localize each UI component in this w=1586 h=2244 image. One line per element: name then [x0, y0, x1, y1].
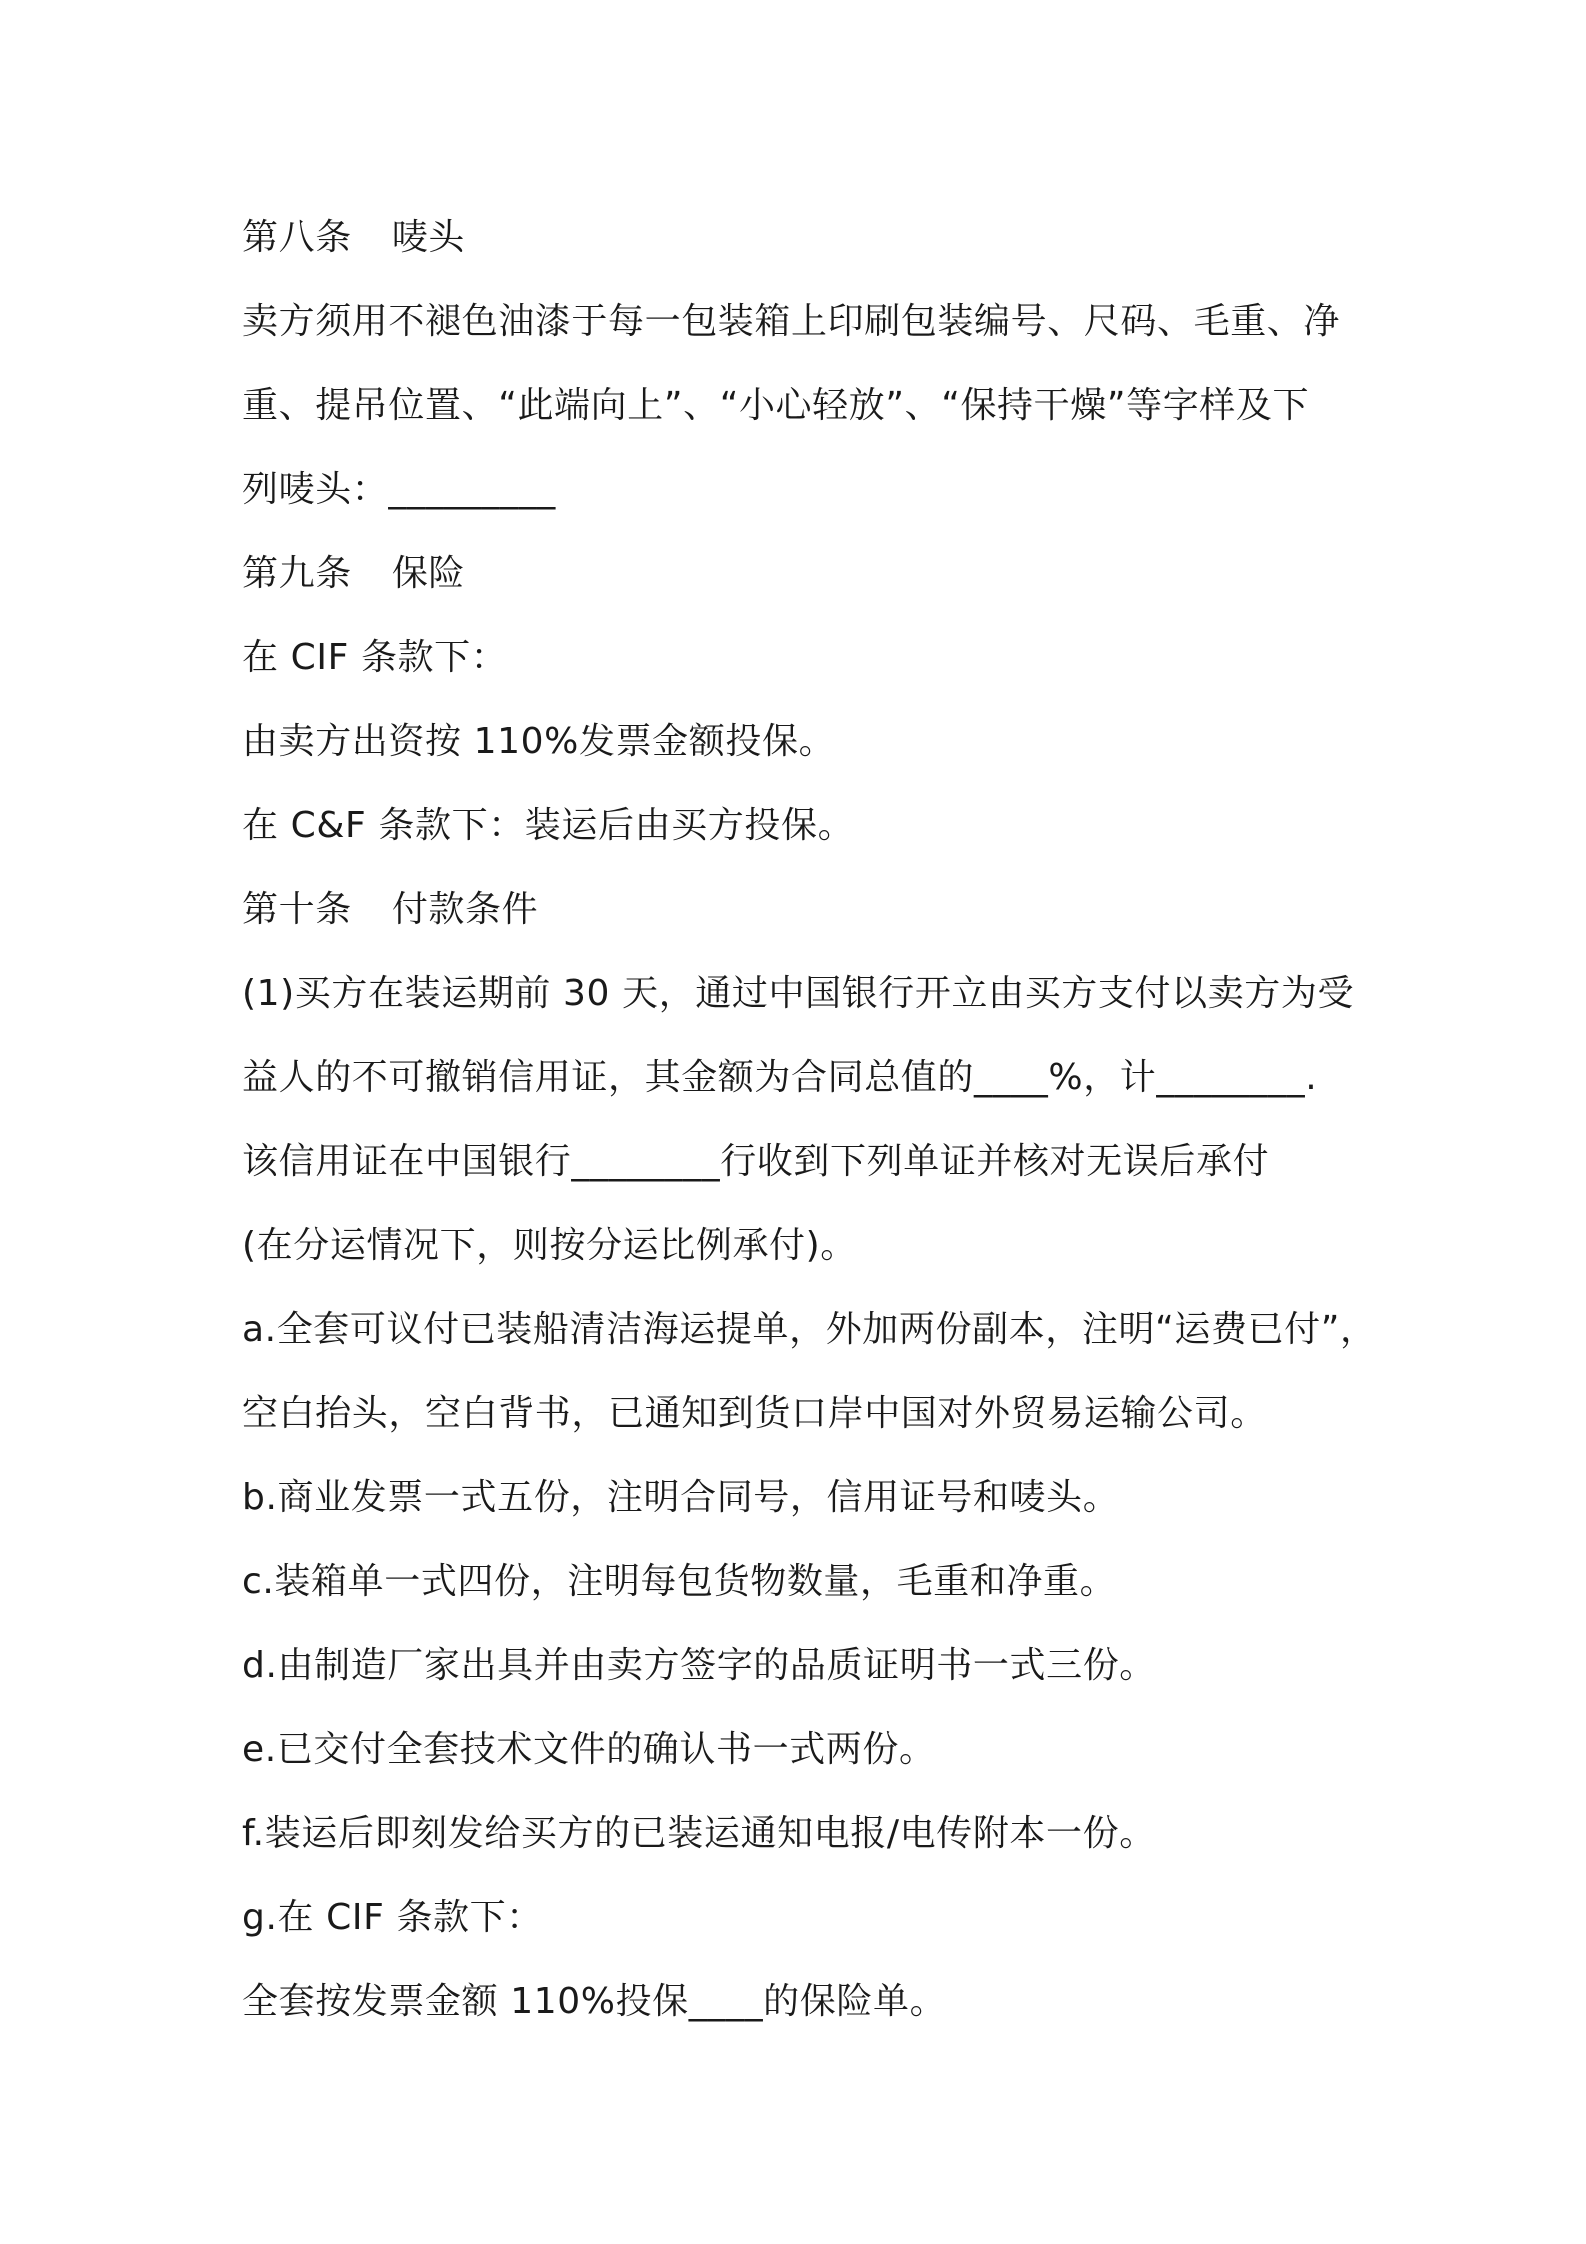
text-line: 在 CIF 条款下： — [242, 637, 508, 678]
text-line: 益人的不可撤销信用证，其金额为合同总值的____%，计________. — [242, 1057, 1318, 1098]
text-line: (1)买方在装运期前 30 天，通过中国银行开立由买方支付以卖方为受 — [242, 973, 1355, 1014]
text-line: 该信用证在中国银行________行收到下列单证并核对无误后承付 — [242, 1141, 1270, 1182]
list-item-d: d.由制造厂家出具并由卖方签字的品质证明书一式三份。 — [242, 1645, 1156, 1686]
text-line: (在分运情况下，则按分运比例承付)。 — [242, 1225, 857, 1266]
article-title: 保险 — [391, 553, 466, 594]
list-item-a: a.全套可议付已装船清洁海运提单，外加两份副本，注明“运费已付”， — [242, 1309, 1377, 1350]
list-item-g: g.在 CIF 条款下： — [242, 1897, 543, 1938]
text-line: 在 C&F 条款下：装运后由买方投保。 — [242, 805, 855, 846]
article-number: 第八条 — [242, 217, 352, 258]
text-line: 卖方须用不褪色油漆于每一包装箱上印刷包装编号、尺码、毛重、净 — [242, 301, 1341, 342]
article-title: 唛头 — [391, 217, 466, 258]
list-item-b: b.商业发票一式五份，注明合同号，信用证号和唛头。 — [242, 1477, 1120, 1518]
list-item-f: f.装运后即刻发给买方的已装运通知电报/电传附本一份。 — [242, 1813, 1156, 1854]
text-line: 列唛头：_________ — [242, 469, 556, 510]
list-item-e: e.已交付全套技术文件的确认书一式两份。 — [242, 1729, 936, 1770]
list-item-c: c.装箱单一式四份，注明每包货物数量，毛重和净重。 — [242, 1561, 1117, 1602]
document-body — [242, 196, 1377, 2044]
article-8-heading — [242, 196, 1362, 280]
text-line: 空白抬头，空白背书，已通知到货口岸中国对外贸易运输公司。 — [242, 1393, 1267, 1434]
text-line: 全套按发票金额 110%投保____的保险单。 — [242, 1981, 947, 2022]
article-number: 第十条 — [242, 889, 352, 930]
article-title: 付款条件 — [391, 889, 539, 930]
article-number: 第九条 — [242, 553, 352, 594]
text-line: 由卖方出资按 110%发票金额投保。 — [242, 721, 836, 762]
article-10-heading — [242, 868, 1362, 952]
text-line: 重、提吊位置、“此端向上”、“小心轻放”、“保持干燥”等字样及下 — [242, 385, 1310, 426]
article-9-heading — [242, 532, 1362, 616]
